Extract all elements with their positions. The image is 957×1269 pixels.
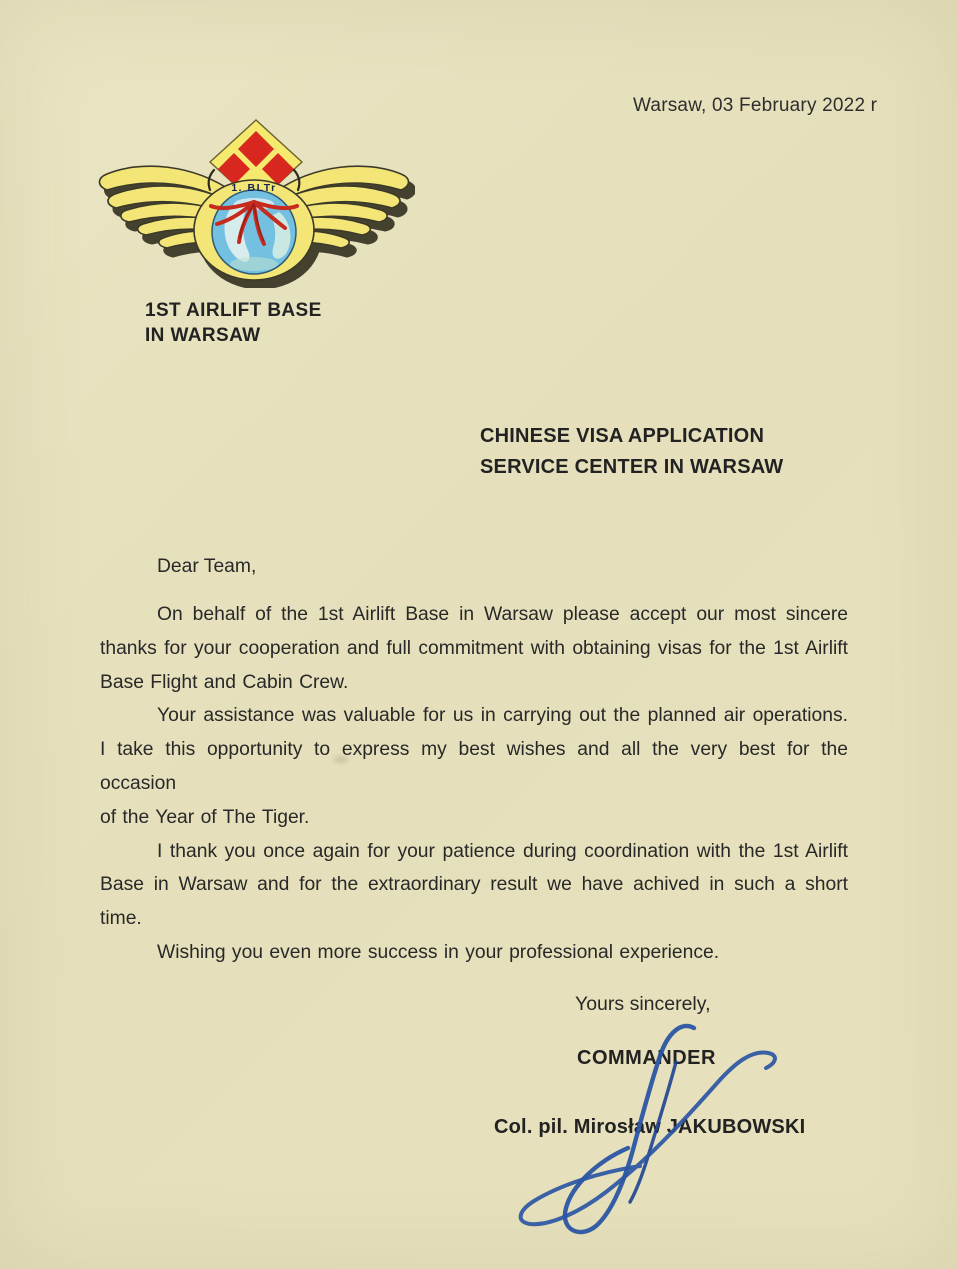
paragraph-1 <box>100 598 848 699</box>
sender-line2: IN WARSAW <box>145 325 261 346</box>
body-line: Wishing you even more success in your professional experience. <box>157 941 720 963</box>
recipient-line2: SERVICE CENTER IN WARSAW <box>480 455 784 478</box>
emblem-unit-label: 1. BLTr <box>231 182 277 194</box>
recipient-line1: CHINESE VISA APPLICATION <box>480 425 765 447</box>
paragraph-3 <box>100 835 848 936</box>
recipient-block <box>480 421 783 482</box>
sender-block <box>145 298 322 348</box>
signer-name: Col. pil. Mirosław JAKUBOWSKI <box>494 1116 806 1138</box>
date-line: Warsaw, 03 February 2022 r <box>633 95 878 116</box>
scan-smudge-artifact <box>334 756 348 763</box>
body-line: of the Year of The Tiger. <box>100 806 310 828</box>
body-line: Your assistance was valuable for us in carrying out the planned air operations. <box>157 705 848 727</box>
paragraph-2 <box>100 699 848 834</box>
salutation: Dear Team, <box>157 556 257 577</box>
body-line: I thank you once again for your patience during coordination with the 1st Airlift <box>157 840 848 862</box>
signer-title: COMMANDER <box>577 1047 716 1069</box>
letter-body <box>100 598 848 970</box>
body-line: Base in Warsaw and for the extraordinary result we have achived in such a short time. <box>100 874 848 930</box>
body-line: thanks for your cooperation and full commitment with obtaining visas for the 1st Airlift <box>100 637 848 659</box>
body-line: On behalf of the 1st Airlift Base in Warsaw please accept our most sincere <box>157 604 848 625</box>
sender-line1: 1ST AIRLIFT BASE <box>145 300 322 321</box>
body-line: Base Flight and Cabin Crew. <box>100 671 349 693</box>
valediction: Yours sincerely, <box>575 993 711 1015</box>
unit-emblem <box>93 112 415 288</box>
body-line: I take this opportunity to express my best wishes and all the very best for the occasion <box>100 739 848 794</box>
paragraph-4 <box>100 936 848 970</box>
